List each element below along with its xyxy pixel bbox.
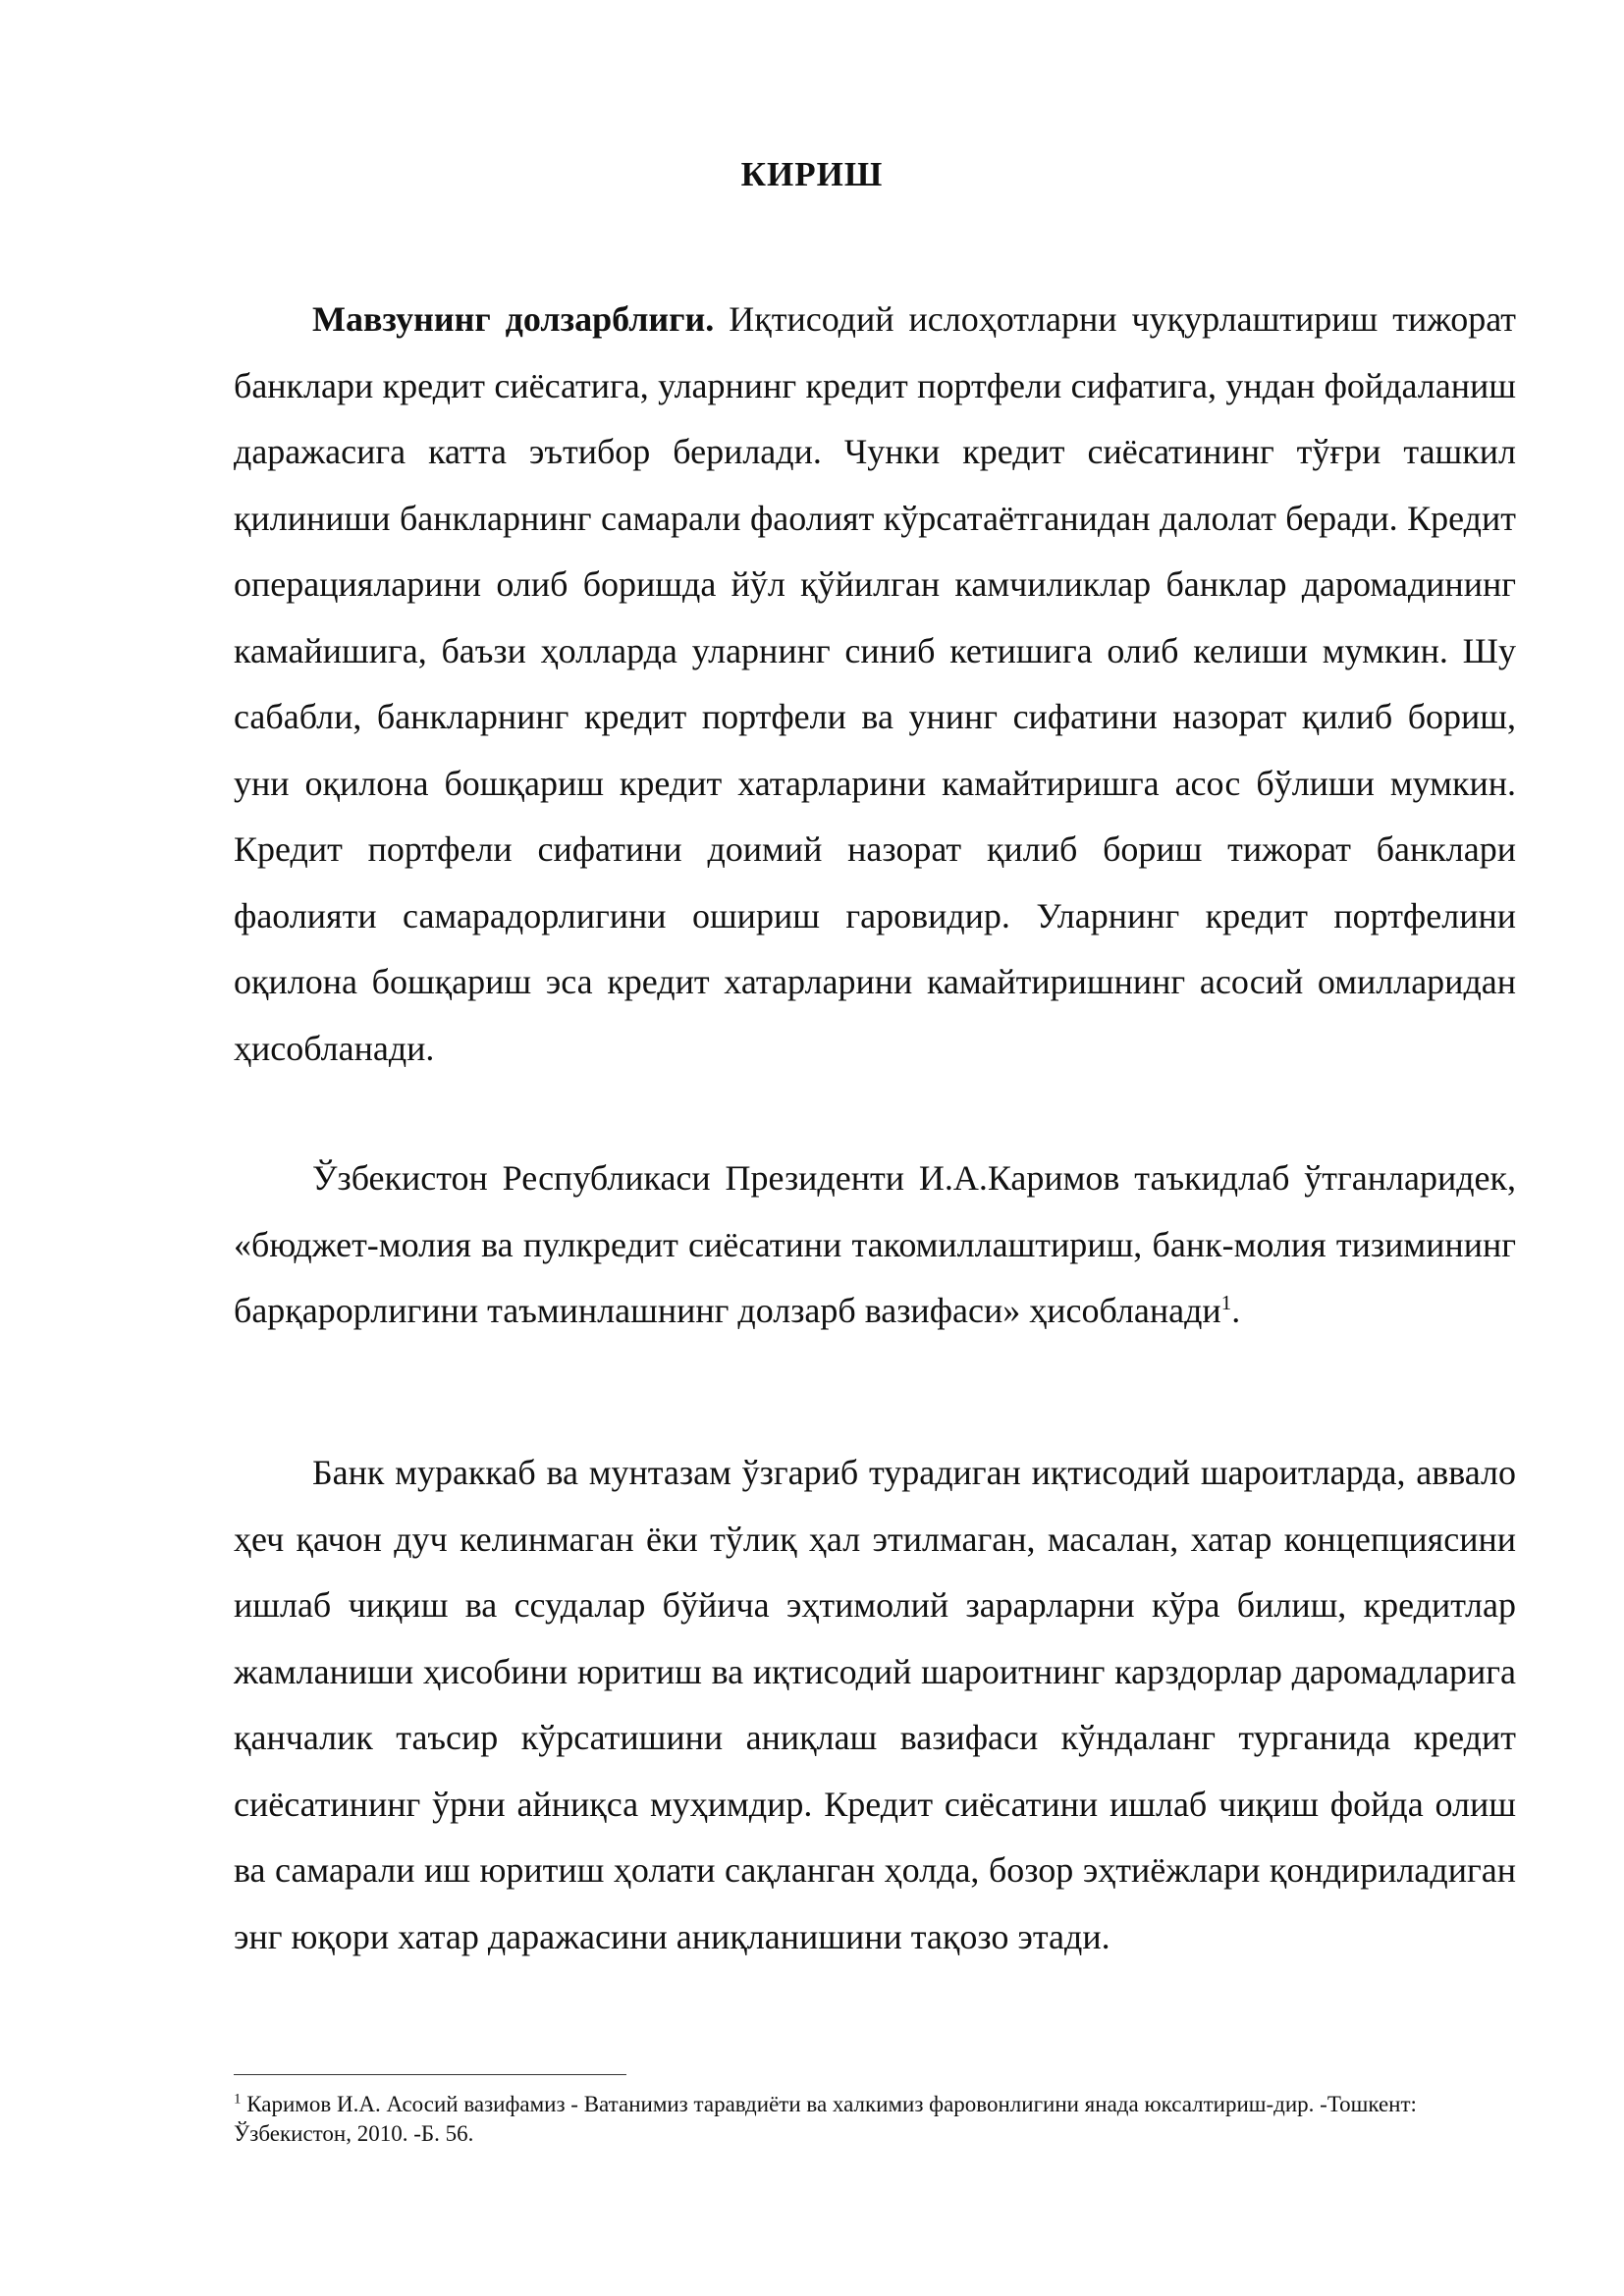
footnote — [234, 2090, 1516, 2149]
paragraph-relevance — [234, 287, 1516, 1082]
paragraph-body: Ўзбекистон Республикаси Президенти И.А.Каримов таъкидлаб ўтганларидек, «бюджет-молия ва пулкредит сиёсатини такомиллаштириш, банк-молия тизимининг барқарорлигини таъминлашнинг долзарб вазифаси» ҳисобланади — [234, 1158, 1516, 1330]
paragraph-president-quote — [234, 1146, 1516, 1345]
paragraph-body: Иқтисодий ислоҳотларни чуқурлаштириш тижорат банклари кредит сиёсатига, уларнинг кредит портфели сифатига, ундан фойдаланиш даражасига катта эътибор берилади. Чунки кредит сиёсатининг тўғри ташкил қилиниши банкларнинг самарали фаолият кўрсатаётганидан далолат беради. Кредит операцияларини олиб боришда йўл қўйилган камчиликлар банклар даромадининг камайишига, баъзи ҳолларда уларнинг синиб кетишига олиб келиши мумкин. Шу сабабли, банкларнинг кредит портфели ва унинг сифатини назорат қилиб бориш, уни оқилона бошқариш кредит хатарларини камайтиришга асос бўлиши мумкин. Кредит портфели сифатини доимий назорат қилиб бориш тижорат банклари фаолияти самарадорлигини ошириш гаровидир. Уларнинг кредит портфелини оқилона бошқариш эса кредит хатарларини камайтиришнинг асосий омилларидан ҳисобланади. — [234, 299, 1517, 1068]
paragraph-quote-text — [234, 1146, 1516, 1345]
paragraph-credit-policy — [234, 1440, 1516, 1970]
footnote-text: Каримов И.А. Асосий вазифамиз - Ватанимиз таравдиёти ва халкимиз фаровонлигини янада юксалтириш-дир. -Тошкент: Ўзбекистон, 2010. -Б. 56. — [234, 2092, 1417, 2146]
footnote-divider — [234, 2074, 626, 2075]
paragraph-credit-policy-text: Банк мураккаб ва мунтазам ўзгариб турадиган иқтисодий шароитларда, аввало ҳеч қачон дуч келинмаган ёки тўлиқ ҳал этилмаган, масалан, хатар концепциясини ишлаб чиқиш ва ссудалар бўйича эҳтимолий зарарларни кўра билиш, кредитлар жамланиши ҳисобини юритиш ва иқтисодий шароитнинг карздорлар даромадларига қанчалик таъсир кўрсатишини аниқлаш вазифаси кўндаланг турганида кредит сиёсатининг ўрни айниқса муҳимдир. Кредит сиёсатини ишлаб чиқиш фойда олиш ва самарали иш юритиш ҳолати сақланган ҳолда, бозор эҳтиёжлари қондириладиган энг юқори хатар даражасини аниқланишини тақозо этади. — [234, 1453, 1516, 1956]
page-title: КИРИШ — [740, 155, 884, 193]
footnote-reference[interactable]: 1 — [1220, 1291, 1232, 1314]
paragraph-relevance-text — [234, 287, 1516, 1082]
paragraph-end-punctuation: . — [1231, 1291, 1241, 1330]
footnote-marker: 1 — [234, 2091, 242, 2108]
paragraph-lead-heading: Мавзунинг долзарблиги. — [312, 299, 715, 339]
